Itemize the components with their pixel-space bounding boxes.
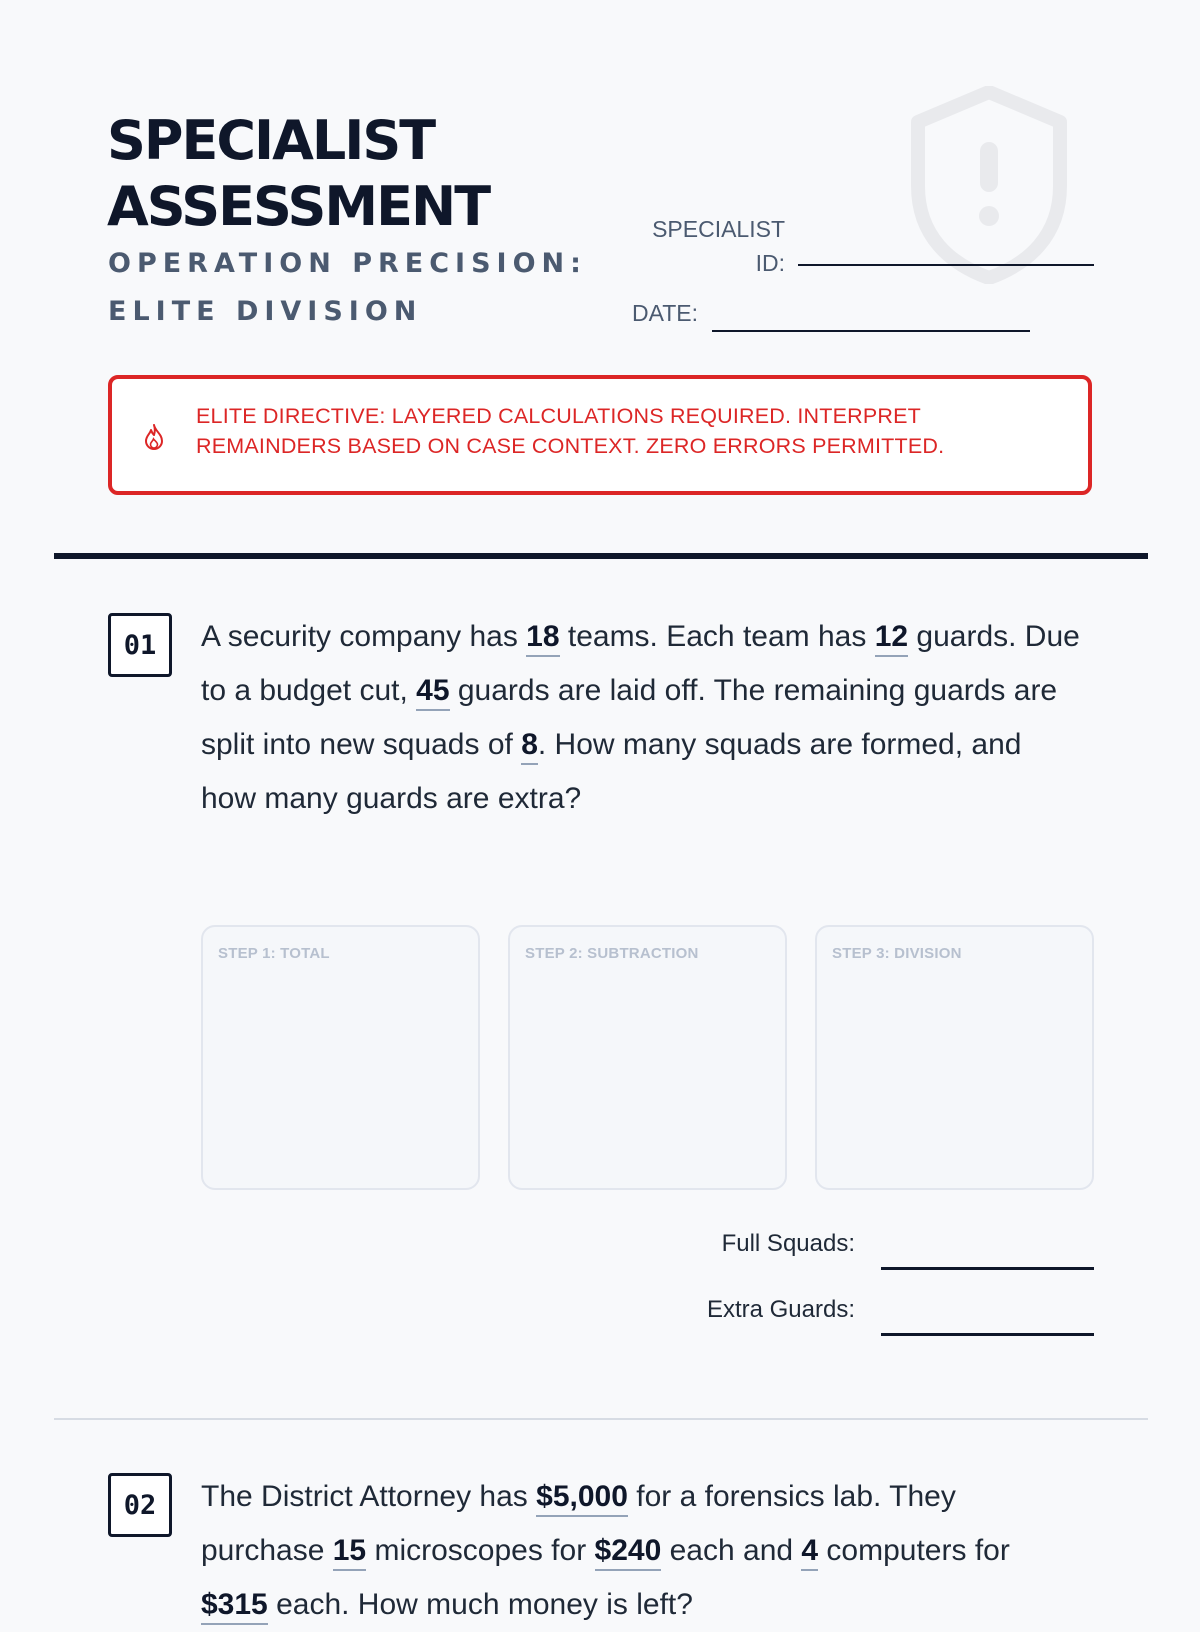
question-divider xyxy=(54,1418,1148,1420)
given-number: 18 xyxy=(526,620,559,657)
given-number: $315 xyxy=(201,1588,268,1625)
step-3-workbox[interactable] xyxy=(815,925,1094,1190)
question-text: The District Attorney has $5,000 for a forensics lab. They purchase 15 microscopes for $240 each and 4 computers for $315 each. How much money is left? xyxy=(201,1470,1081,1632)
question-text: A security company has 18 teams. Each team has 12 guards. Due to a budget cut, 45 guards are laid off. The remaining guards are split into new squads of 8. How many squads are formed, and how many guards are extra? xyxy=(201,620,1080,815)
extra-guards-label: Extra Guards: xyxy=(706,1296,855,1323)
specialist-id-field[interactable] xyxy=(798,264,1094,266)
step-label: STEP 2: SUBTRACTION xyxy=(525,945,699,962)
full-squads-answer-field[interactable] xyxy=(881,1267,1094,1270)
flame-icon xyxy=(142,423,166,451)
given-number: $240 xyxy=(595,1534,662,1571)
given-number: 15 xyxy=(333,1534,366,1571)
step-label: STEP 1: TOTAL xyxy=(218,945,330,962)
extra-guards-answer-field[interactable] xyxy=(881,1333,1094,1336)
given-number: 45 xyxy=(416,674,449,711)
step-1-workbox[interactable] xyxy=(201,925,480,1190)
page-title: SPECIALIST ASSESSMENT xyxy=(107,109,490,238)
given-number: 12 xyxy=(875,620,908,657)
full-squads-label: Full Squads: xyxy=(721,1230,855,1257)
page-subtitle: OPERATION PRECISION: ELITE DIVISION xyxy=(108,248,587,327)
alert-text: ELITE DIRECTIVE: LAYERED CALCULATIONS REQUIRED. INTERPRET REMAINDERS BASED ON CASE CONTEXT. ZERO ERRORS PERMITTED. xyxy=(196,404,945,458)
section-divider xyxy=(54,553,1148,559)
date-label: DATE: xyxy=(631,300,698,326)
step-label: STEP 3: DIVISION xyxy=(832,945,962,962)
given-number: 4 xyxy=(801,1534,818,1571)
question-number: 02 xyxy=(108,1473,172,1537)
given-number: 8 xyxy=(521,728,538,765)
step-2-workbox[interactable] xyxy=(508,925,787,1190)
elite-directive-alert xyxy=(108,375,1092,495)
given-number: $5,000 xyxy=(536,1480,628,1517)
shield-alert-icon xyxy=(900,86,1078,284)
specialist-id-label: SPECIALIST ID: xyxy=(652,216,785,276)
question-number: 01 xyxy=(108,613,172,677)
date-field[interactable] xyxy=(712,330,1030,332)
